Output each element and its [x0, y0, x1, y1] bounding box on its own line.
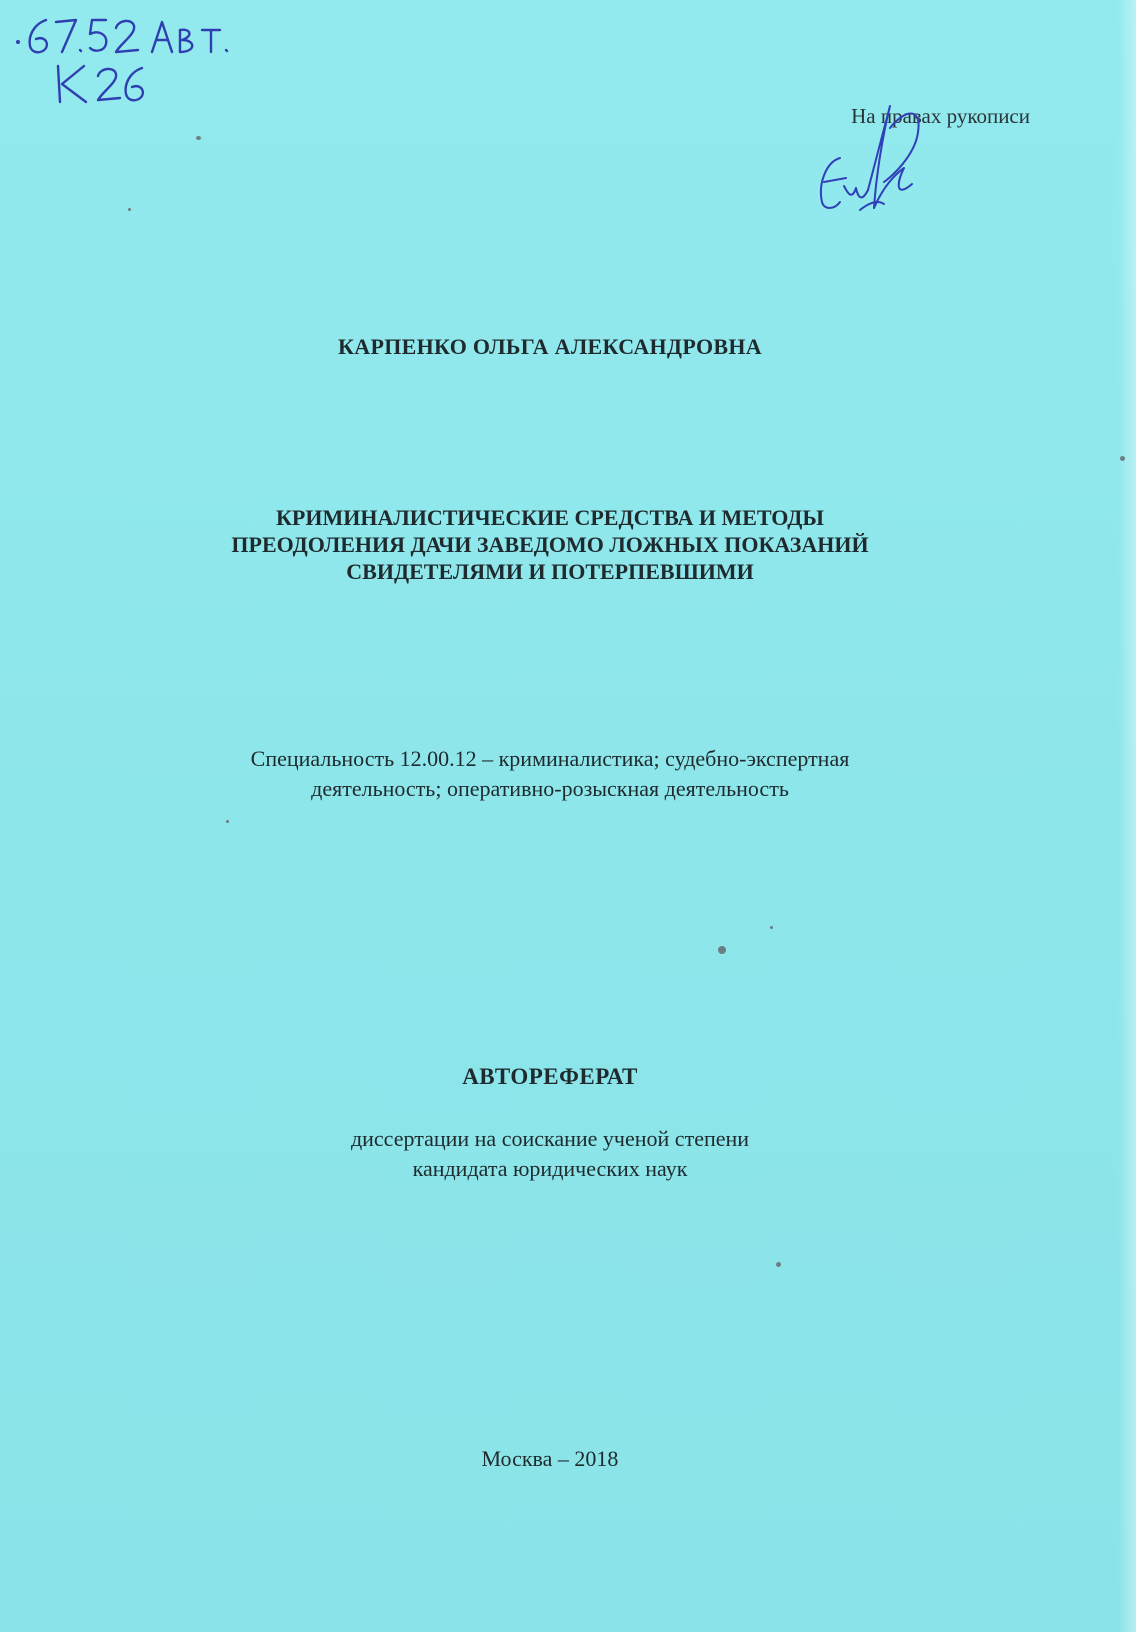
paper-speck — [718, 946, 726, 954]
specialty — [0, 744, 1100, 804]
paper-speck — [196, 136, 201, 140]
title-line: КРИМИНАЛИСТИЧЕСКИЕ СРЕДСТВА И МЕТОДЫ — [275, 505, 825, 530]
title-line: СВИДЕТЕЛЯМИ И ПОТЕРПЕВШИМИ — [346, 559, 754, 584]
document-type: АВТОРЕФЕРАТ — [462, 1064, 638, 1089]
degree-line: диссертации на соискание ученой степени — [350, 1126, 750, 1151]
handwritten-classification-note — [6, 6, 256, 106]
specialty-line: Специальность 12.00.12 – криминалистика; судебно-экспертная — [250, 746, 850, 771]
author-name: КАРПЕНКО ОЛЬГА АЛЕКСАНДРОВНА — [338, 334, 762, 359]
dissertation-title — [0, 504, 1100, 585]
title-line: ПРЕОДОЛЕНИЯ ДАЧИ ЗАВЕДОМО ЛОЖНЫХ ПОКАЗАНИЙ — [231, 532, 869, 557]
paper-edge — [1118, 0, 1136, 1632]
paper-speck — [128, 208, 131, 211]
paper-speck — [770, 926, 773, 929]
paper-speck — [226, 820, 229, 823]
paper-speck — [776, 1262, 781, 1267]
rights-note: На правах рукописи — [851, 104, 1030, 128]
degree-line: кандидата юридических наук — [412, 1156, 688, 1181]
specialty-line: деятельность; оперативно-розыскная деятельность — [311, 776, 789, 801]
author-signature — [800, 98, 940, 228]
paper-speck — [1120, 456, 1125, 461]
city-year: Москва – 2018 — [481, 1446, 619, 1471]
degree-description — [0, 1124, 1100, 1184]
